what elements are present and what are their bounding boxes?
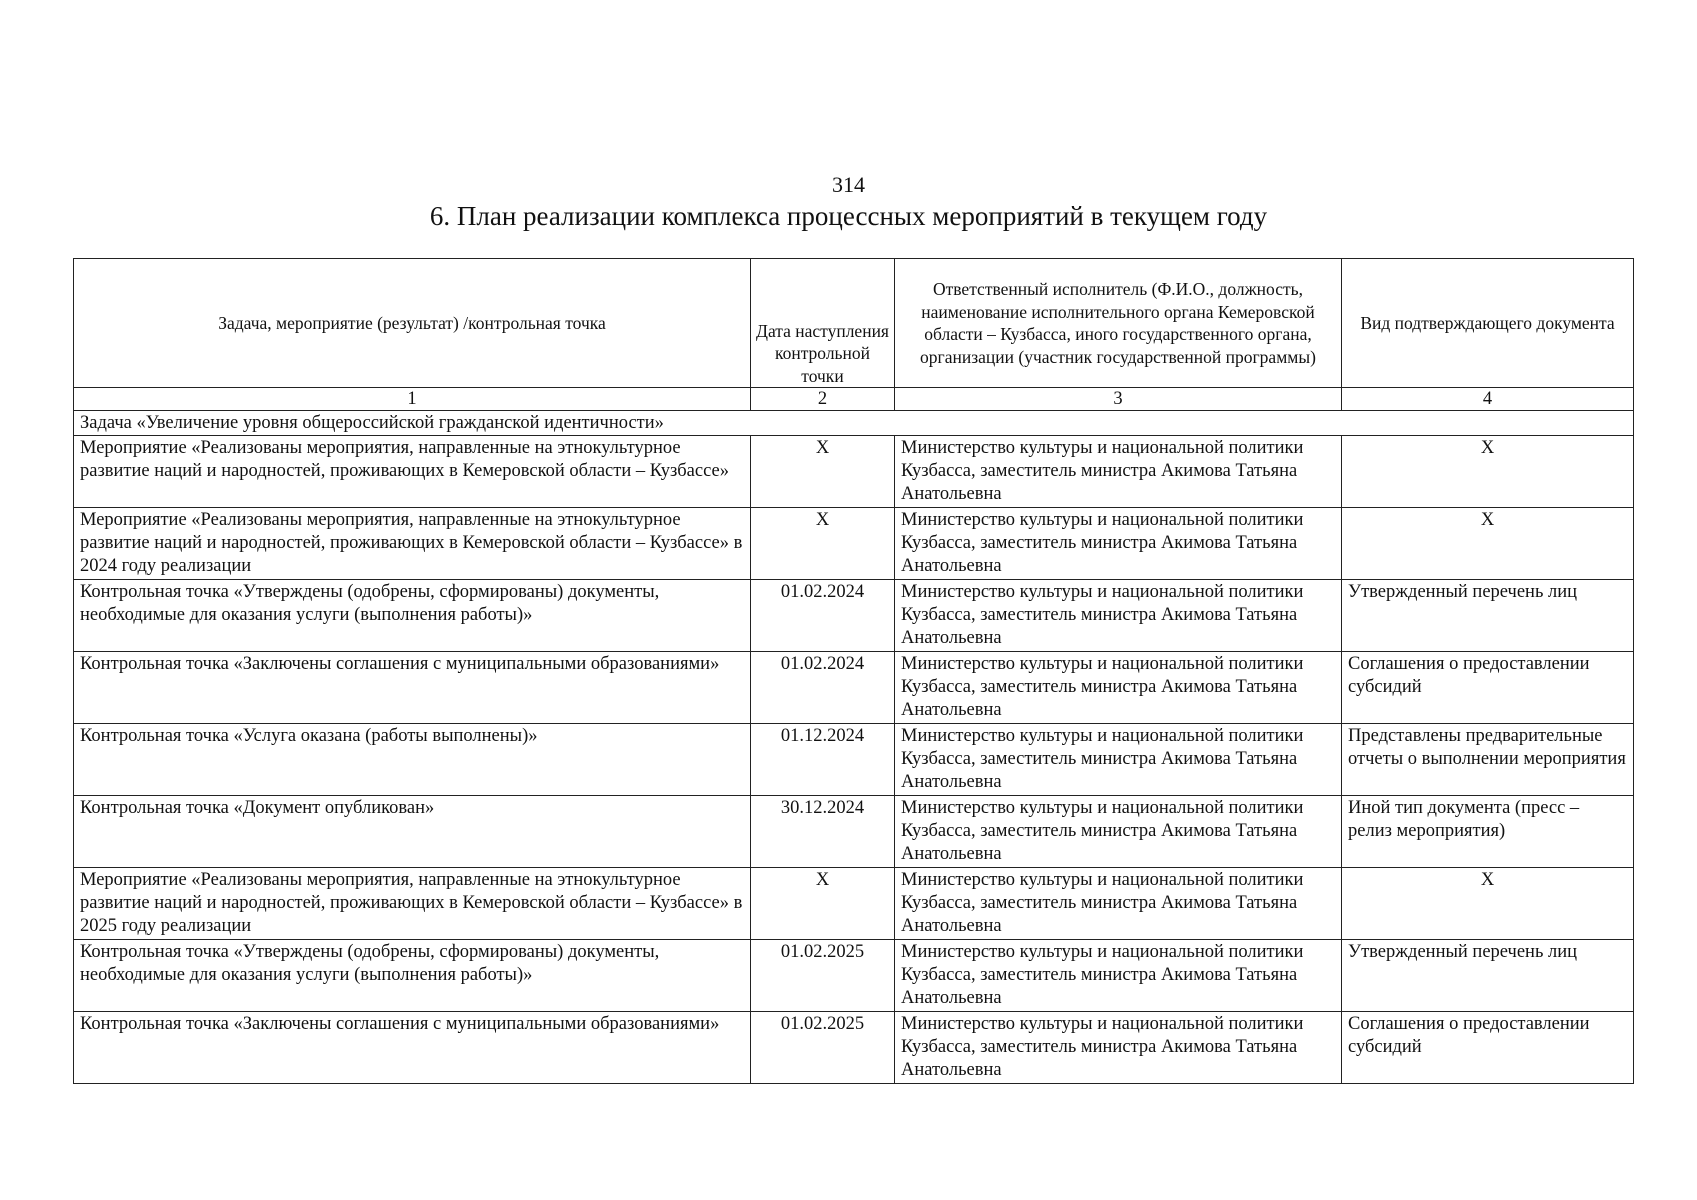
row-executor: Министерство культуры и национальной политики Кузбасса, заместитель министра Акимова Татьяна Анатольевна (895, 796, 1342, 868)
row-document: Представлены предварительные отчеты о выполнении мероприятия (1342, 724, 1634, 796)
row-executor: Министерство культуры и национальной политики Кузбасса, заместитель министра Акимова Татьяна Анатольевна (895, 724, 1342, 796)
table-row (74, 796, 1634, 868)
row-document: X (1342, 868, 1634, 940)
row-executor: Министерство культуры и национальной политики Кузбасса, заместитель министра Акимова Татьяна Анатольевна (895, 580, 1342, 652)
column-number: 2 (751, 388, 895, 411)
row-name: Мероприятие «Реализованы мероприятия, направленные на этнокультурное развитие наций и народностей, проживающих в Кемеровской области – Кузбассе» в 2024 году реализации (74, 508, 751, 580)
column-number-row (74, 388, 1634, 411)
table-row (74, 652, 1634, 724)
row-date: 01.12.2024 (751, 724, 895, 796)
row-name: Мероприятие «Реализованы мероприятия, направленные на этнокультурное развитие наций и народностей, проживающих в Кемеровской области – Кузбассе» в 2025 году реализации (74, 868, 751, 940)
header-row (74, 259, 1634, 388)
row-document: Иной тип документа (пресс – релиз мероприятия) (1342, 796, 1634, 868)
row-date: 01.02.2025 (751, 940, 895, 1012)
row-executor: Министерство культуры и национальной политики Кузбасса, заместитель министра Акимова Татьяна Анатольевна (895, 508, 1342, 580)
table-row (74, 940, 1634, 1012)
header-date: Дата наступления контрольной точки (751, 259, 895, 388)
table-row (74, 436, 1634, 508)
row-executor: Министерство культуры и национальной политики Кузбасса, заместитель министра Акимова Татьяна Анатольевна (895, 868, 1342, 940)
row-date: X (751, 508, 895, 580)
table-row (74, 580, 1634, 652)
header-task: Задача, мероприятие (результат) /контрольная точка (74, 259, 751, 388)
table-row (74, 724, 1634, 796)
row-date: 01.02.2025 (751, 1012, 895, 1084)
page-number: 314 (832, 172, 865, 197)
row-executor: Министерство культуры и национальной политики Кузбасса, заместитель министра Акимова Татьяна Анатольевна (895, 1012, 1342, 1084)
row-date: 01.02.2024 (751, 580, 895, 652)
table-row (74, 868, 1634, 940)
page-title: 6. План реализации комплекса процессных мероприятий в текущем году (429, 201, 1268, 231)
row-name: Контрольная точка «Заключены соглашения с муниципальными образованиями» (74, 1012, 751, 1084)
header-document: Вид подтверждающего документа (1342, 259, 1634, 388)
row-executor: Министерство культуры и национальной политики Кузбасса, заместитель министра Акимова Татьяна Анатольевна (895, 940, 1342, 1012)
row-name: Контрольная точка «Утверждены (одобрены, сформированы) документы, необходимые для оказания услуги (выполнения работы)» (74, 940, 751, 1012)
row-name: Контрольная точка «Утверждены (одобрены, сформированы) документы, необходимые для оказания услуги (выполнения работы)» (74, 580, 751, 652)
task-label: Задача «Увеличение уровня общероссийской гражданской идентичности» (74, 411, 1634, 436)
row-name: Контрольная точка «Услуга оказана (работы выполнены)» (74, 724, 751, 796)
table-row (74, 508, 1634, 580)
table-row (74, 1012, 1634, 1084)
row-document: Соглашения о предоставлении субсидий (1342, 1012, 1634, 1084)
row-executor: Министерство культуры и национальной политики Кузбасса, заместитель министра Акимова Татьяна Анатольевна (895, 652, 1342, 724)
row-name: Мероприятие «Реализованы мероприятия, направленные на этнокультурное развитие наций и народностей, проживающих в Кемеровской области – Кузбассе» (74, 436, 751, 508)
row-name: Контрольная точка «Документ опубликован» (74, 796, 751, 868)
plan-table (73, 258, 1634, 1084)
row-name: Контрольная точка «Заключены соглашения с муниципальными образованиями» (74, 652, 751, 724)
row-date: 01.02.2024 (751, 652, 895, 724)
row-executor: Министерство культуры и национальной политики Кузбасса, заместитель министра Акимова Татьяна Анатольевна (895, 436, 1342, 508)
row-date: 30.12.2024 (751, 796, 895, 868)
column-number: 3 (895, 388, 1342, 411)
row-date: X (751, 868, 895, 940)
row-document: Соглашения о предоставлении субсидий (1342, 652, 1634, 724)
task-row (74, 411, 1634, 436)
header-executor: Ответственный исполнитель (Ф.И.О., должность, наименование исполнительного органа Кемеровской области – Кузбасса, иного государственного органа, организации (участник государственной программы) (895, 259, 1342, 388)
row-document: X (1342, 436, 1634, 508)
row-document: Утвержденный перечень лиц (1342, 580, 1634, 652)
column-number: 4 (1342, 388, 1634, 411)
column-number: 1 (74, 388, 751, 411)
row-date: X (751, 436, 895, 508)
row-document: X (1342, 508, 1634, 580)
row-document: Утвержденный перечень лиц (1342, 940, 1634, 1012)
